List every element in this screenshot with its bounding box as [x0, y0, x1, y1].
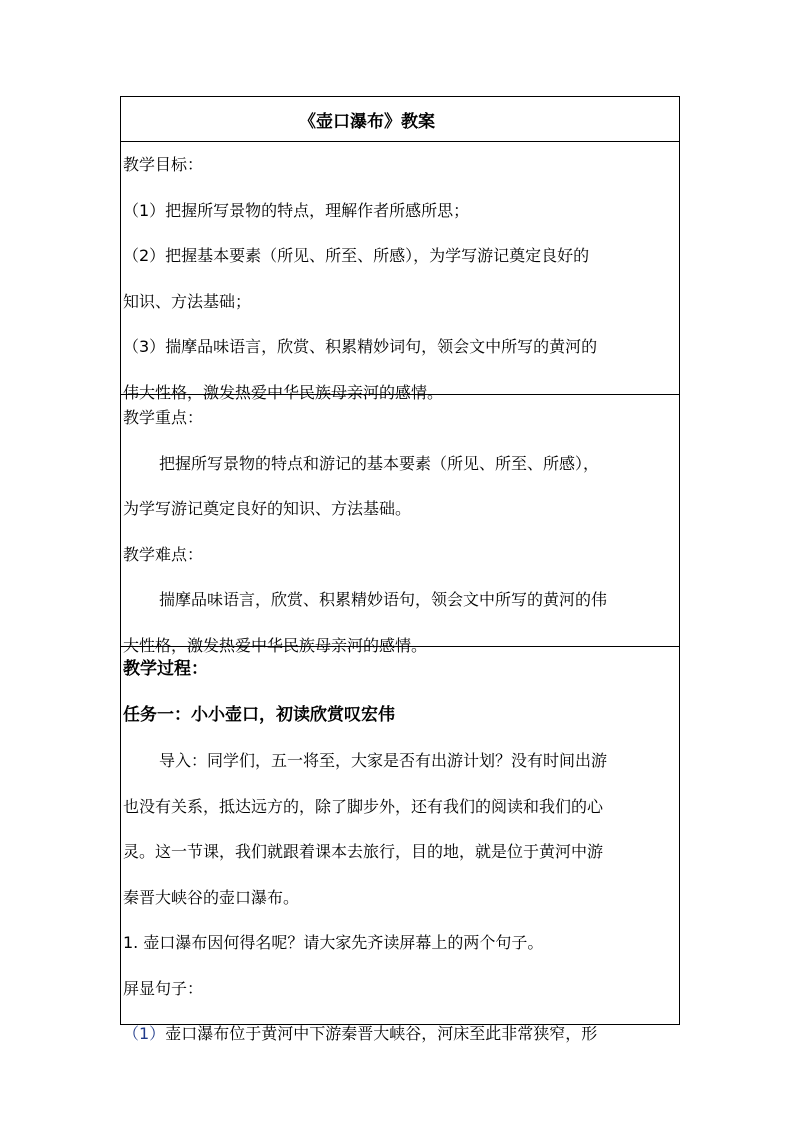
question-one: 1. 壶口瀑布因何得名呢？请大家先齐读屏幕上的两个句子。 [123, 933, 544, 952]
objective-line: （3）揣摩品味语言，欣赏、积累精妙词句，领会文中所写的黄河的 [123, 337, 598, 356]
sentence-one [121, 1011, 679, 1057]
difficult-points-heading: 教学难点： [123, 544, 204, 564]
process-cell [121, 647, 679, 1043]
lesson-plan-table [120, 96, 680, 1043]
key-point-line: 把握所写景物的特点和游记的基本要素（所见、所至、所感）， [159, 453, 600, 473]
task-one-heading: 任务一：小小壶口，初读欣赏叹宏伟 [123, 704, 395, 725]
objectives-heading: 教学目标： [123, 155, 204, 174]
sentence-one-number: （1） [123, 1024, 166, 1043]
intro-line: 秦晋大峡谷的壶口瀑布。 [123, 887, 300, 907]
objective-line: （2）把握基本要素（所见、所至、所感），为学写游记奠定良好的 [123, 246, 590, 265]
sentence-one-text: 壶口瀑布位于黄河中下游秦晋大峡谷，河床至此非常狭窄，形 [165, 1024, 598, 1043]
key-point-line: 为学写游记奠定良好的知识、方法基础。 [123, 499, 412, 518]
screen-label: 屏显句子： [123, 978, 204, 998]
objectives-cell [121, 142, 679, 402]
difficult-point-line: 大性格，激发热爱中华民族母亲河的感情。 [123, 635, 428, 655]
intro-line: 灵。这一节课，我们就跟着课本去旅行，目的地，就是位于黄河中游 [123, 842, 604, 861]
intro-line: 导入：同学们，五一将至，大家是否有出游计划？没有时间出游 [159, 751, 608, 770]
objective-line: （1）把握所写景物的特点，理解作者所感所思； [123, 200, 470, 220]
key-points-heading: 教学重点： [123, 408, 204, 427]
key-difficult-cell [121, 395, 679, 655]
title-row [121, 97, 679, 142]
intro-line: 也没有关系，抵达远方的，除了脚步外，还有我们的阅读和我们的心 [123, 796, 604, 816]
objective-line: 伟大性格，激发热爱中华民族母亲河的感情。 [123, 382, 444, 402]
difficult-point-line: 揣摩品味语言，欣赏、积累精妙语句，领会文中所写的黄河的伟 [159, 590, 608, 609]
process-heading: 教学过程： [123, 659, 208, 679]
document-title: 《壶口瀑布》教案 [299, 111, 435, 132]
objective-line: 知识、方法基础； [123, 291, 252, 311]
